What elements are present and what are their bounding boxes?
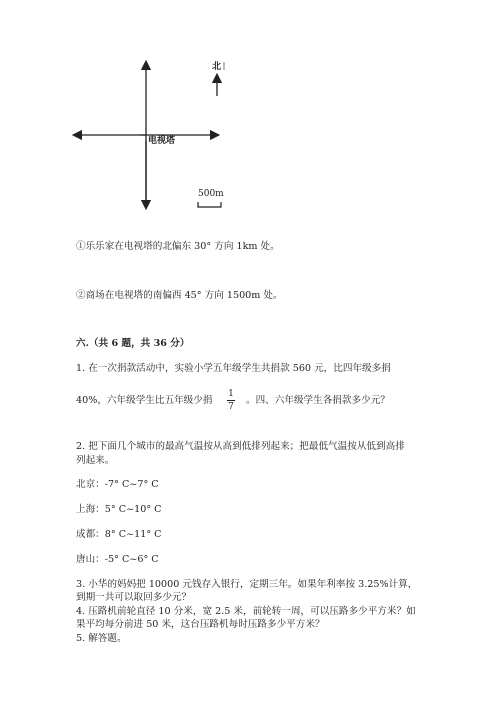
q3-line2: 到期一共可以取回多少元？ (76, 592, 192, 603)
fraction-denominator: 7 (228, 402, 234, 412)
city-tangshan: 唐山：-5° C~6° C (76, 554, 159, 565)
item-2: ②商场在电视塔的南偏西 45° 方向 1500m 处。 (76, 290, 283, 301)
north-label: 北 (212, 62, 222, 72)
city-beijing: 北京：-7° C~7° C (76, 479, 159, 490)
q4-line2: 果平均每分前进 50 米，这台压路机每时压路多少平方米？ (76, 619, 325, 630)
q2-line1: 2. 把下面几个城市的最高气温按从高到低排列起来；把最低气温按从低到高排 (76, 441, 405, 452)
q1-fraction (224, 389, 238, 412)
city-chengdu: 成都：8° C~11° C (76, 529, 162, 540)
q3-line1: 3. 小华的妈妈把 10000 元钱存入银行，定期三年。如果年利率按 3.25%计算， (76, 579, 418, 590)
section-title: 六.（共 6 题，共 36 分） (76, 338, 190, 349)
q5-line1: 5. 解答题。 (76, 633, 127, 644)
scale-label: 500m (198, 189, 224, 199)
tv-tower-label: 电视塔 (148, 136, 176, 146)
city-shanghai: 上海：5° C~10° C (76, 504, 162, 515)
fraction-bar (227, 400, 235, 401)
q4-line1: 4. 压路机前轮直径 10 分米，宽 2.5 米，前轮转一周，可以压路多少平方米？如 (76, 606, 416, 617)
scale-bar (198, 202, 221, 207)
item-1: ①乐乐家在电视塔的北偏东 30° 方向 1km 处。 (76, 241, 280, 252)
q1-line1: 1. 在一次捐款活动中，实验小学五年级学生共捐款 560 元，比四年级多捐 (76, 363, 391, 374)
fraction-numerator: 1 (228, 389, 234, 399)
q1-line2b: 。四、六年级学生各捐款多少元？ (246, 395, 390, 406)
q1-line2a: 40%，六年级学生比五年级少捐 (76, 395, 213, 406)
q2-line2: 列起来。 (76, 455, 115, 466)
